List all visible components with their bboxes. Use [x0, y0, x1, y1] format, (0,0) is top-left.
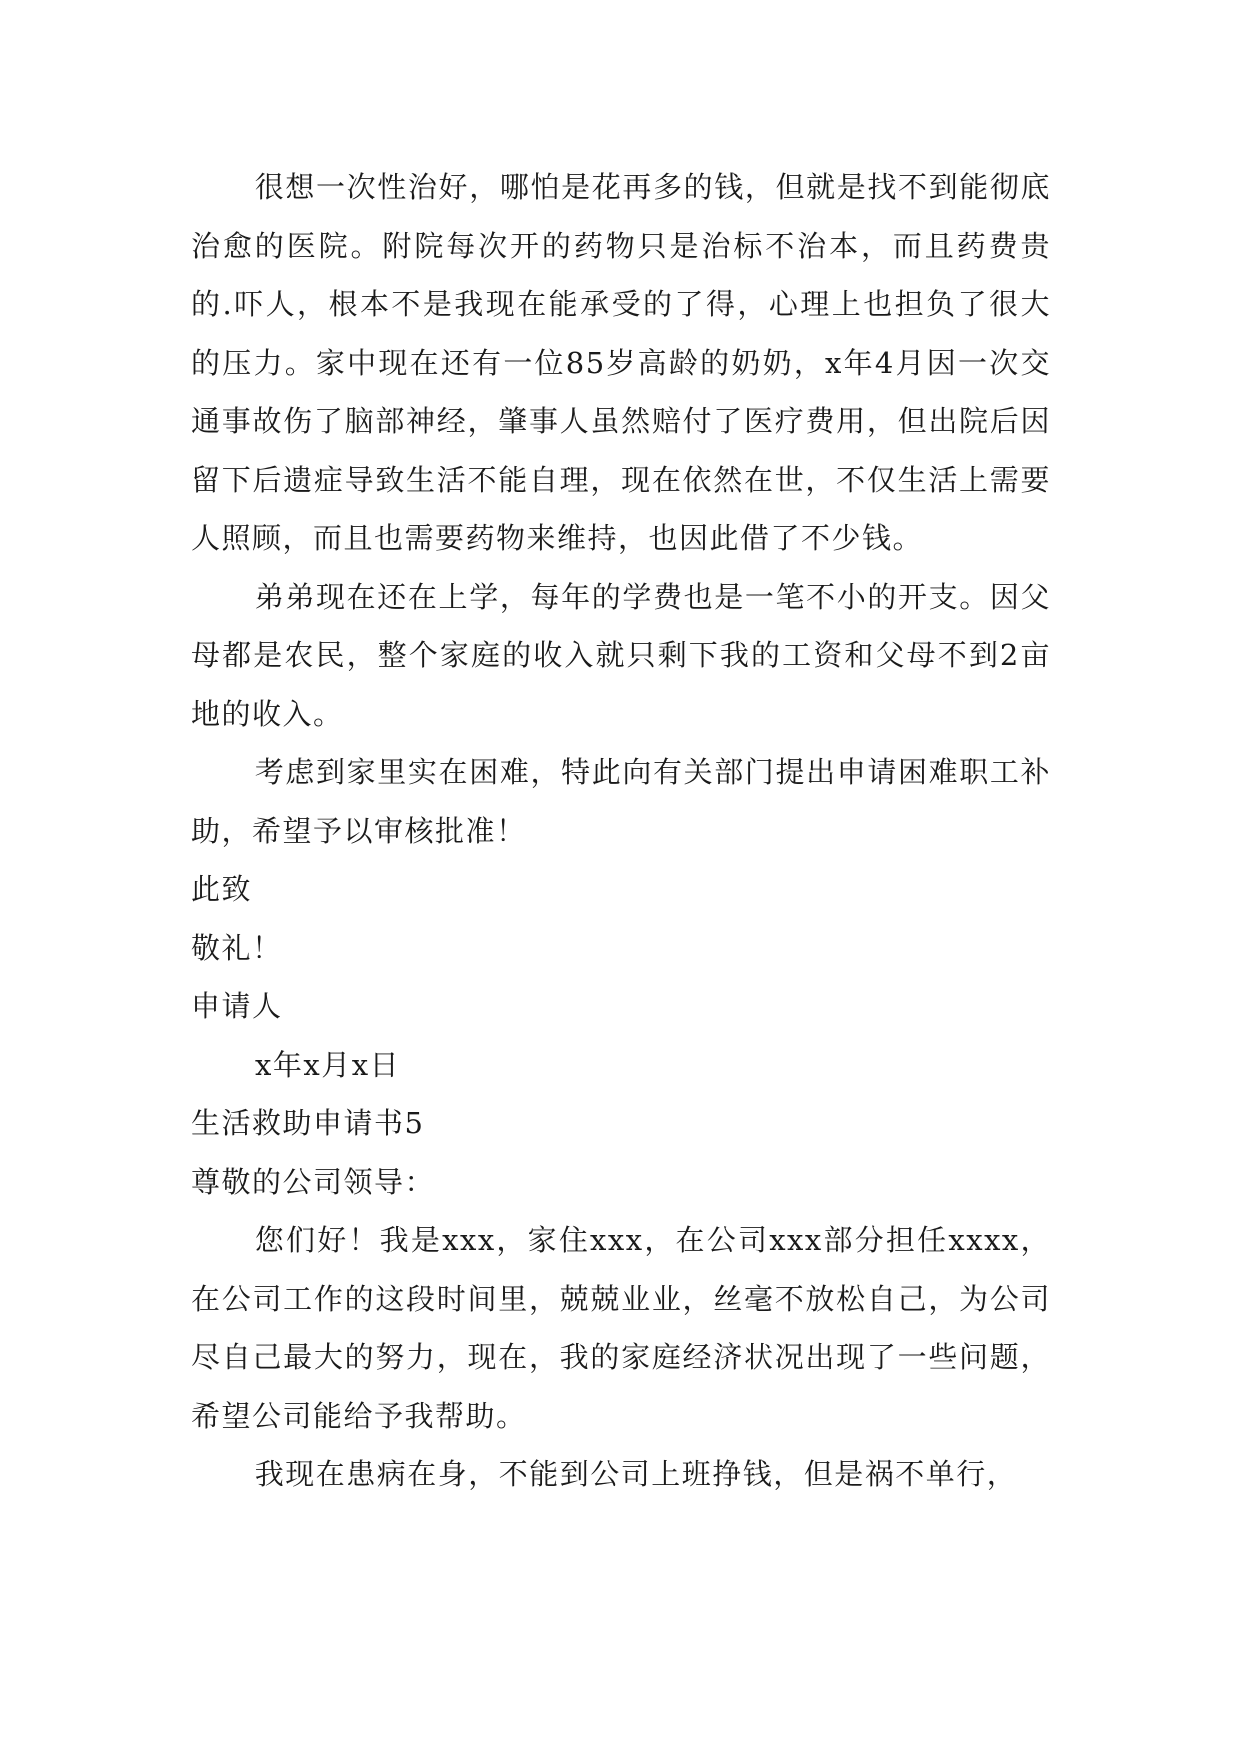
- paragraph-illness-start: 我现在患病在身，不能到公司上班挣钱，但是祸不单行，: [254, 1457, 1018, 1491]
- section-title: 生活救助申请书5: [191, 1106, 425, 1140]
- salutation: 尊敬的公司领导：: [191, 1164, 436, 1199]
- closing-greeting: 此致: [191, 872, 253, 906]
- paragraph-intro: 您们好！我是xxx，家住xxx，在公司xxx部分担任xxxx，在公司工作的这段时间里，兢兢业业，丝毫不放松自己，为公司尽自己最大的努力，现在，我的家庭经济状况出现了一些问题，希望公司能给予我帮助。: [191, 1223, 1051, 1433]
- applicant-label: 申请人: [191, 989, 283, 1023]
- paragraph-request: 考虑到家里实在困难，特此向有关部门提出申请困难职工补助，希望予以审核批准！: [191, 755, 1051, 848]
- document-body: [191, 158, 1051, 1504]
- paragraph-brother: 弟弟现在还在上学，每年的学费也是一笔不小的开支。因父母都是农民，整个家庭的收入就只剩下我的工资和父母不到2亩地的收入。: [191, 579, 1051, 731]
- paragraph-illness: 很想一次性治好，哪怕是花再多的钱，但就是找不到能彻底治愈的医院。附院每次开的药物只是治标不治本，而且药费贵的.吓人，根本不是我现在能承受的了得，心理上也担负了很大的压力。家中现在还有一位85岁高龄的奶奶，x年4月因一次交通事故伤了脑部神经，肇事人虽然赔付了医疗费用，但出院后因留下后遗症导致生活不能自理，现在依然在世，不仅生活上需要人照顾，而且也需要药物来维持，也因此借了不少钱。: [191, 170, 1051, 555]
- date-line: x年x月x日: [255, 1047, 401, 1082]
- closing-salute: 敬礼！: [191, 930, 283, 965]
